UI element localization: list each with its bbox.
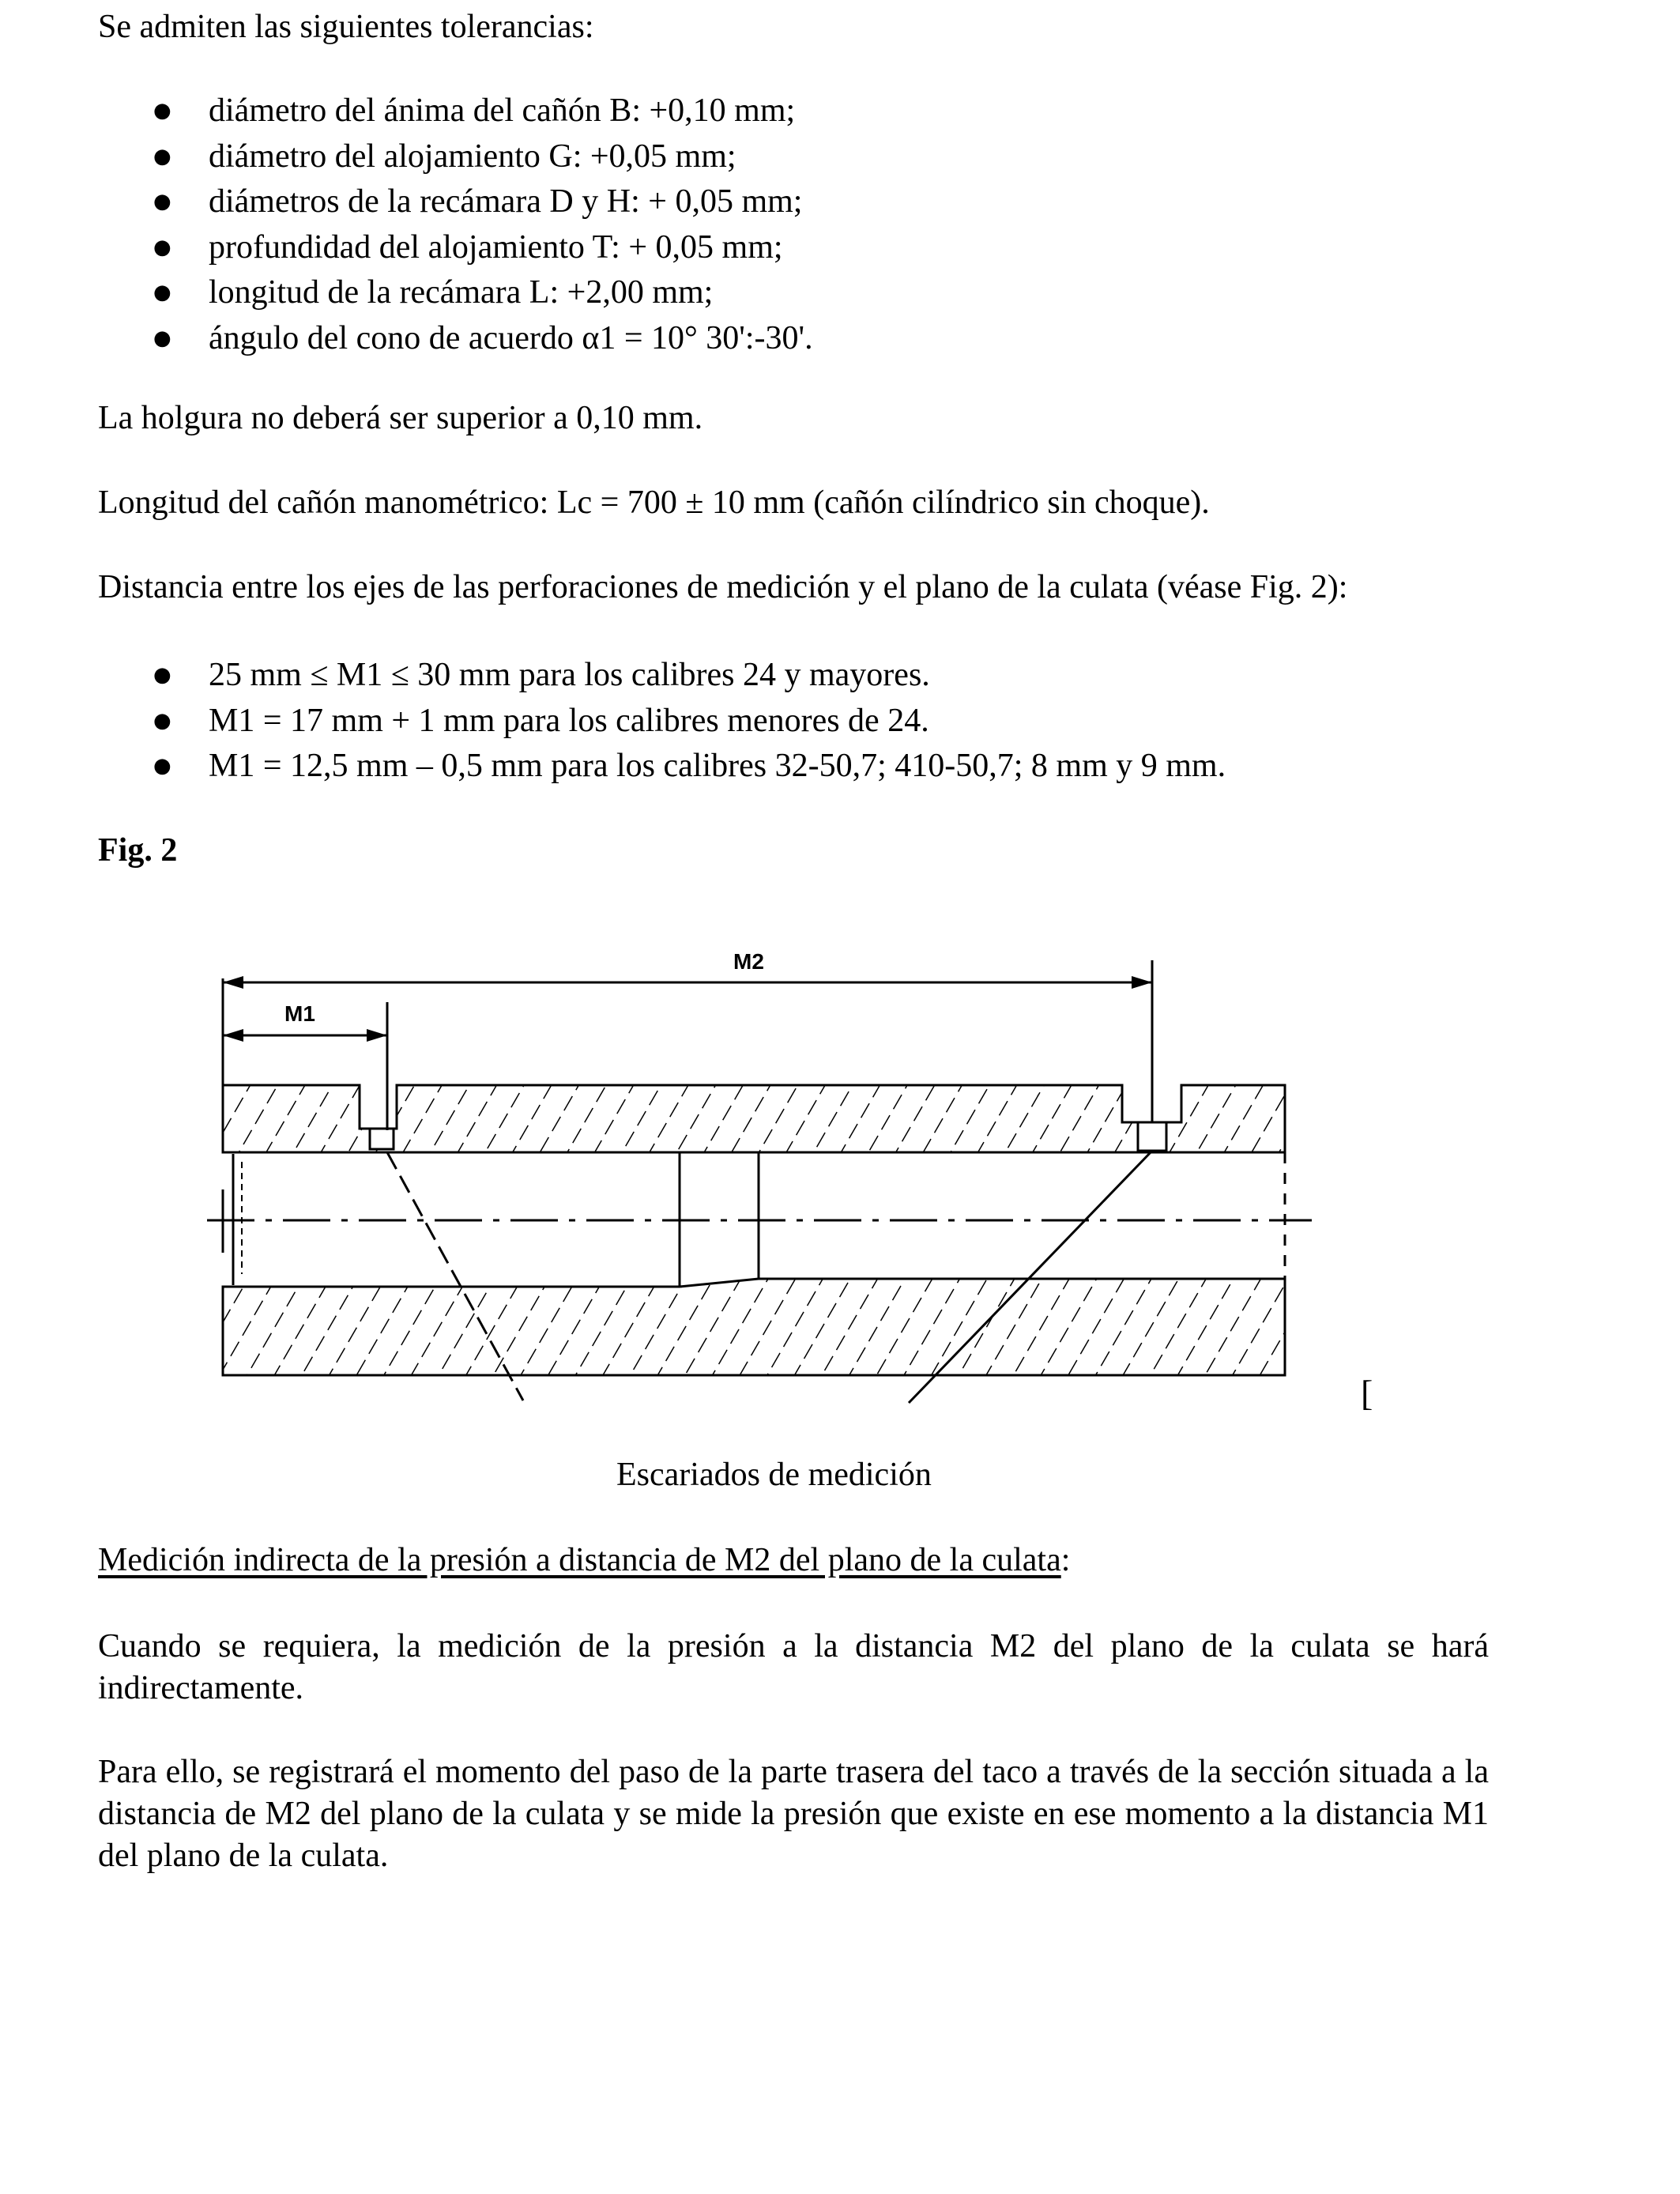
indirect-measurement-paragraph: Cuando se requiera, la medición de la presión a la distancia M2 del plano de la culata se hará indirectamente.: [98, 1628, 1489, 1706]
list-item: ● longitud de la recámara L: +2,00 mm;: [98, 270, 1520, 316]
list-item: ● M1 = 12,5 mm – 0,5 mm para los calibres 32-50,7; 410-50,7; 8 mm y 9 mm.: [98, 744, 1520, 790]
tolerances-intro: Se admiten las siguientes tolerancias:: [98, 9, 594, 45]
list-item: ● diámetros de la recámara D y H: + 0,05 mm;: [98, 179, 1520, 225]
section-heading-text: Medición indirecta de la presión a distancia de M2 del plano de la culata: [98, 1542, 1061, 1578]
figure-caption: Escariados de medición: [616, 1457, 932, 1493]
section-heading: [98, 1541, 1070, 1579]
list-item: ● M1 = 17 mm + 1 mm para los calibres menores de 24.: [98, 699, 1520, 745]
list-item: ● profundidad del alojamiento T: + 0,05 mm;: [98, 225, 1520, 271]
figure-label: Fig. 2: [98, 832, 178, 869]
method-paragraph: Para ello, se registrará el momento del paso de la parte trasera del taco a través de la sección situada a la distancia de M2 del plano de la culata y se mide la presión que existe en ese momento a la distancia M1 del plano de la culata.: [98, 1754, 1489, 1874]
list-item: ● diámetro del ánima del cañón B: +0,10 mm;: [98, 89, 1520, 134]
clearance-text: La holgura no deberá ser superior a 0,10 mm.: [98, 400, 703, 436]
bottom-wall: [223, 1279, 1285, 1375]
port-m1: [370, 1129, 394, 1149]
list-item: ● 25 mm ≤ M1 ≤ 30 mm para los calibres 24 y mayores.: [98, 653, 1520, 699]
section-heading-colon: :: [1060, 1542, 1071, 1578]
dim-label-m1: M1: [284, 1001, 315, 1026]
port-m2: [1138, 1122, 1166, 1151]
stray-bracket: [: [1361, 1373, 1373, 1413]
distance-intro-text: Distancia entre los ejes de las perforaciones de medición y el plano de la culata (véase Fig. 2):: [98, 569, 1348, 605]
dim-label-m2: M2: [733, 949, 764, 974]
barrel-length-text: Longitud del cañón manométrico: Lc = 700 ± 10 mm (cañón cilíndrico sin choque).: [98, 484, 1210, 521]
list-item: ● ángulo del cono de acuerdo α1 = 10° 30':-30'.: [98, 316, 1520, 362]
list-item: ● diámetro del alojamiento G: +0,05 mm;: [98, 134, 1520, 180]
